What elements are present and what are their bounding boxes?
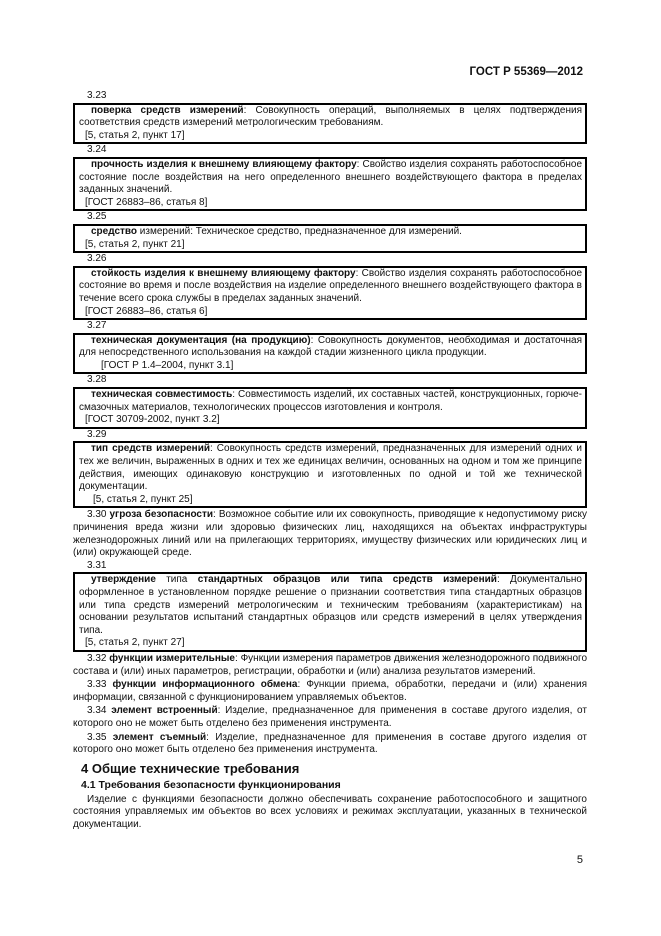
term-name: техническая документация (на продукцию) [91, 334, 311, 346]
term-number: 3.25 [87, 211, 107, 223]
term-number: 3.30 [87, 509, 107, 521]
term-source: [5, статья 2, пункт 27] [85, 637, 185, 649]
term-entry [79, 226, 582, 239]
term-name: тип средств измерений [91, 443, 210, 455]
term-source: [5, статья 2, пункт 17] [85, 129, 185, 141]
term-source: [5, статья 2, пункт 21] [85, 238, 185, 250]
term-entry [73, 679, 587, 704]
section-paragraph [73, 794, 587, 832]
term-number: 3.27 [87, 320, 107, 332]
term-number: 3.34 [87, 705, 107, 717]
term-box-3-28 [73, 387, 587, 429]
term-definition: : Свойство изделия сохранять работоспособное состояние после воздействия на него определенного внешнего воздействующего фактора в пределах заданных значений. [79, 158, 583, 196]
term-number: 3.35 [87, 731, 107, 743]
term-entry [79, 574, 582, 637]
term-name: техническая совместимость [91, 389, 233, 401]
section-title: 4 Общие технические требования [81, 760, 300, 776]
term-entry [73, 732, 587, 757]
term-definition: : Функции измерения параметров движения железнодорожного подвижного состава и (или) иных параметров, регистрации, обработки и (или) анализа результатов измерений. [73, 652, 587, 677]
term-box-3-25 [73, 224, 587, 253]
term-entry [79, 335, 582, 360]
term-name: прочность изделия к внешнему влияющему фактору [91, 158, 357, 170]
term-source: [ГОСТ 26883–86, статья 8] [85, 196, 208, 208]
term-box-3-27 [73, 333, 587, 375]
term-source: [ГОСТ 26883–86, статья 6] [85, 305, 208, 317]
term-name: функции измерительные [109, 652, 235, 664]
paragraph-text: Изделие с функциями безопасности должно обеспечивать сохранение работоспособного и защитного состояния управляемых им объектов во всех условиях и режимах эксплуатации, указанных в технической документации. [73, 793, 587, 831]
term-box-3-24 [73, 157, 587, 211]
document-body [73, 90, 587, 832]
term-entry [79, 268, 582, 306]
term-paragraph-3-33 [73, 679, 587, 704]
term-name: элемент съемный [112, 731, 207, 743]
term-definition: : Функции приема, обработки, передачи и (или) хранения информации, связанной с функционированием управляемых объектов. [73, 679, 588, 703]
term-definition: : Возможное событие или их совокупность, приводящие к недопустимому риску причинения вреда жизни или здоровью физических лиц, находящихся на объектах инфраструктуры железнодорожных линий или на прилегающих территориях, имуществу физических или юридических лиц и (или) окружающей среде. [73, 509, 587, 559]
term-definition: : Свойство изделия сохранять работоспособное состояние во время и после воздействия на изделие определенного внешнего воздействующего фактора в течение всего срока службы в пределах заданных значений. [79, 267, 583, 304]
term-number: 3.23 [87, 90, 107, 101]
term-paragraph-3-30 [73, 509, 587, 559]
term-definition: : Изделие, предназначенное для применения в составе другого изделия от которого оно может быть отделено без применения инструмента. [73, 731, 587, 756]
term-box-3-31 [73, 572, 587, 652]
term-definition: : Совокупность средств измерений, предназначенных для измерений одних и тех же величин, выраженных в одних и тех же единицах величин, основанных на одном и том же принципе действия, имеющих одинаковую конструкцию и изготовленных по одной и той же технической документации. [79, 443, 582, 493]
term-number: 3.33 [87, 679, 107, 691]
term-entry [73, 705, 587, 730]
term-paragraph-3-32 [73, 653, 587, 678]
term-definition: : Совокупность документов, необходимая и достаточная для непосредственного использования на каждой стадии жизненного цикла продукции. [79, 334, 582, 359]
term-box-3-29 [73, 441, 587, 508]
term-name: утверждение [91, 574, 156, 586]
term-definition: : Изделие, предназначенное для применения в составе другого изделия, от которого оно не может быть отделено без применения инструмента. [73, 705, 587, 729]
term-name: стандартных образцов или типа средств измерений [197, 574, 497, 586]
term-connector: типа [155, 574, 198, 586]
term-number: 3.26 [87, 253, 107, 265]
term-source: [ГОСТ 30709-2002, пункт 3.2] [85, 414, 220, 426]
term-name: средство [91, 225, 138, 237]
subsection-title: 4.1 Требования безопасности функционирования [81, 779, 341, 792]
term-entry [73, 653, 587, 678]
term-entry [79, 389, 582, 414]
term-box-3-26 [73, 266, 587, 320]
term-number: 3.28 [87, 374, 107, 386]
term-number: 3.32 [87, 652, 107, 664]
term-source: [ГОСТ Р 1.4–2004, пункт 3.1] [101, 359, 234, 371]
term-entry [79, 105, 582, 130]
term-box-3-23 [73, 103, 587, 145]
term-paragraph-3-34 [73, 705, 587, 730]
term-entry [79, 159, 582, 197]
page-number: 5 [576, 854, 583, 866]
term-number: 3.29 [87, 428, 107, 440]
term-definition: : Совокупность операций, выполняемых в целях подтверждения соответствия средств измерений метрологическим требованиям. [79, 104, 582, 129]
term-definition: : Совместимость изделий, их составных частей, конструкционных, горюче-смазочных материалов, технологических процессов изготовления и контроля. [79, 389, 582, 413]
term-number: 3.24 [87, 144, 107, 156]
term-entry [73, 509, 587, 559]
term-paragraph-3-35 [73, 732, 587, 757]
term-name: угроза безопасности [109, 509, 214, 521]
term-definition: : Документально оформленное в установленном порядке решение о признании соответствия типа стандартных образцов или типа средств измерений метрологическим и техническим требованиям (характеристикам) на основании результатов испытаний стандартных образцов или средств измерений в целях утверждения типа. [79, 574, 582, 636]
term-entry [79, 443, 582, 493]
page-header-standard-code: ГОСТ Р 55369—2012 [469, 66, 583, 78]
term-name: элемент встроенный [111, 705, 218, 717]
term-definition: измерений: Техническое средство, предназначенное для измерений. [137, 225, 462, 237]
term-name: стойкость изделия к внешнему влияющему фактору [91, 267, 356, 279]
term-name: функции информационного обмена [112, 679, 298, 691]
term-name: поверка средств измерений [91, 104, 244, 116]
term-source: [5, статья 2, пункт 25] [93, 493, 193, 505]
term-number: 3.31 [87, 559, 107, 571]
